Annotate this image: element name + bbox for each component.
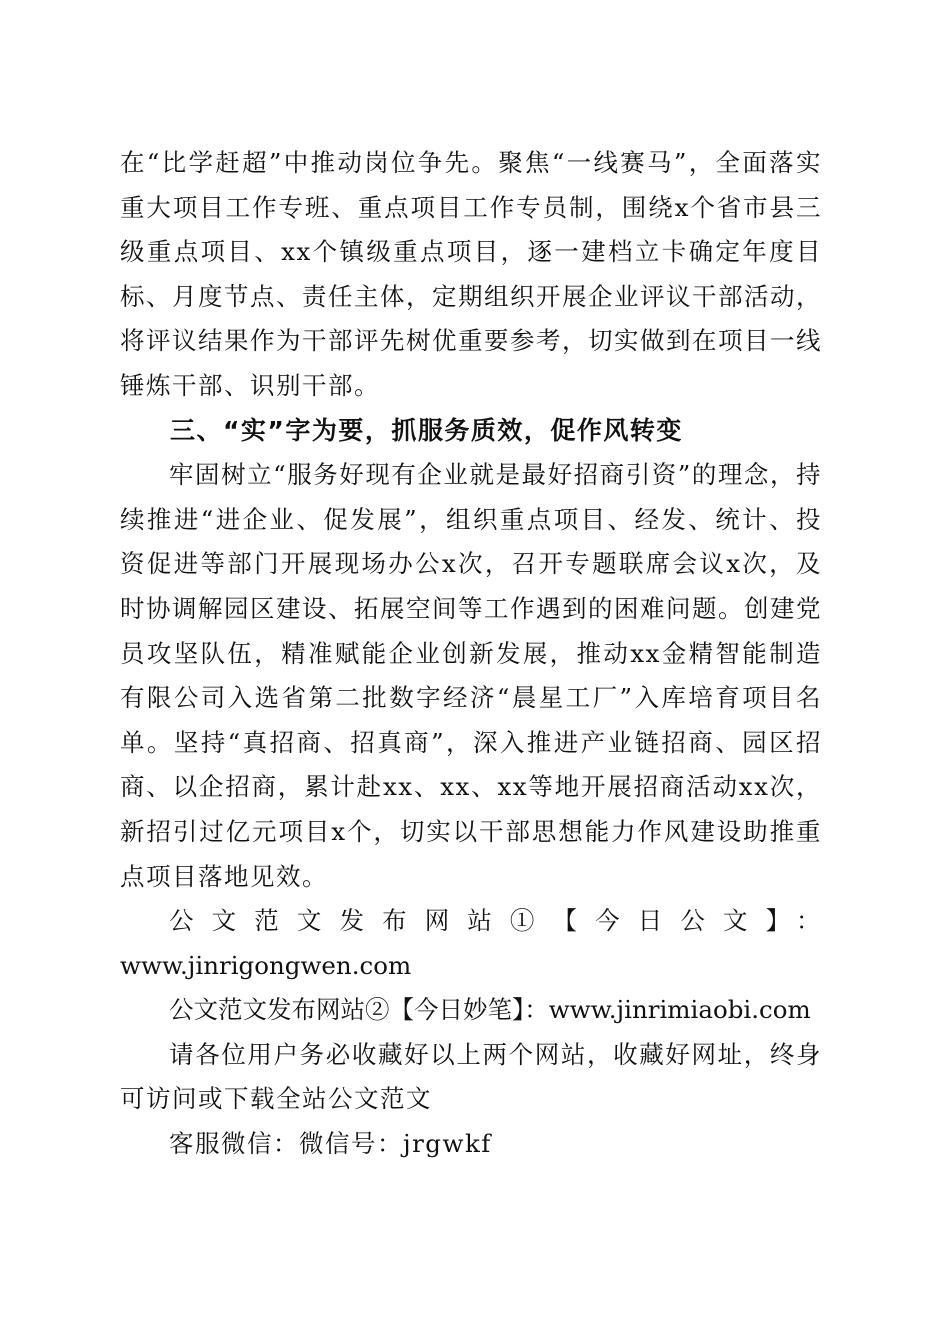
customer-service-wechat: 客服微信：微信号：jrgwkf <box>169 1129 492 1159</box>
document-page <box>120 141 822 1167</box>
bookmark-notice: 请各位用户务必收藏好以上两个网站，收藏好网址，终身可访问或下载全站公文范文 <box>120 1039 822 1114</box>
site-two-line: 公文范文发布网站②【今日妙笔】：www.jinrimiaobi.com <box>169 995 811 1025</box>
section-heading-three: 三、“实”字为要，抓服务质效，促作风转变 <box>170 415 683 445</box>
paragraph-service-quality: 牢固树立“服务好现有企业就是最好招商引资”的理念，持续推进“进企业、促发展”，组织重点项目、经发、统计、投资促进等部门开展现场办公x次，召开专题联席会议x次，及时协调解园区建设、拓展空间等工作遇到的困难问题。创建党员攻坚队伍，精准赋能企业创新发展，推动xx金精智能制造有限公司入选省第二批数字经济“晨星工厂”入库培育项目名单。坚持“真招商、招真商”，深入推进产业链招商、园区招商、以企招商，累计赴xx、xx、xx等地开展招商活动xx次，新招引过亿元项目x个，切实以干部思想能力作风建设助推重点项目落地见效。 <box>120 460 822 891</box>
site-one-url: www.jinrigongwen.com <box>120 950 412 980</box>
paragraph-project-race: 在“比学赶超”中推动岗位争先。聚焦“一线赛马”，全面落实重大项目工作专班、重点项目工作专员制，围绕x个省市县三级重点项目、xx个镇级重点项目，逐一建档立卡确定年度目标、月度节点、责任主体，定期组织开展企业评议干部活动，将评议结果作为干部评先树优重要参考，切实做到在项目一线锤炼干部、识别干部。 <box>120 148 822 400</box>
site-one-label: 公文范文发布网站①【今日公文】： <box>169 906 822 936</box>
